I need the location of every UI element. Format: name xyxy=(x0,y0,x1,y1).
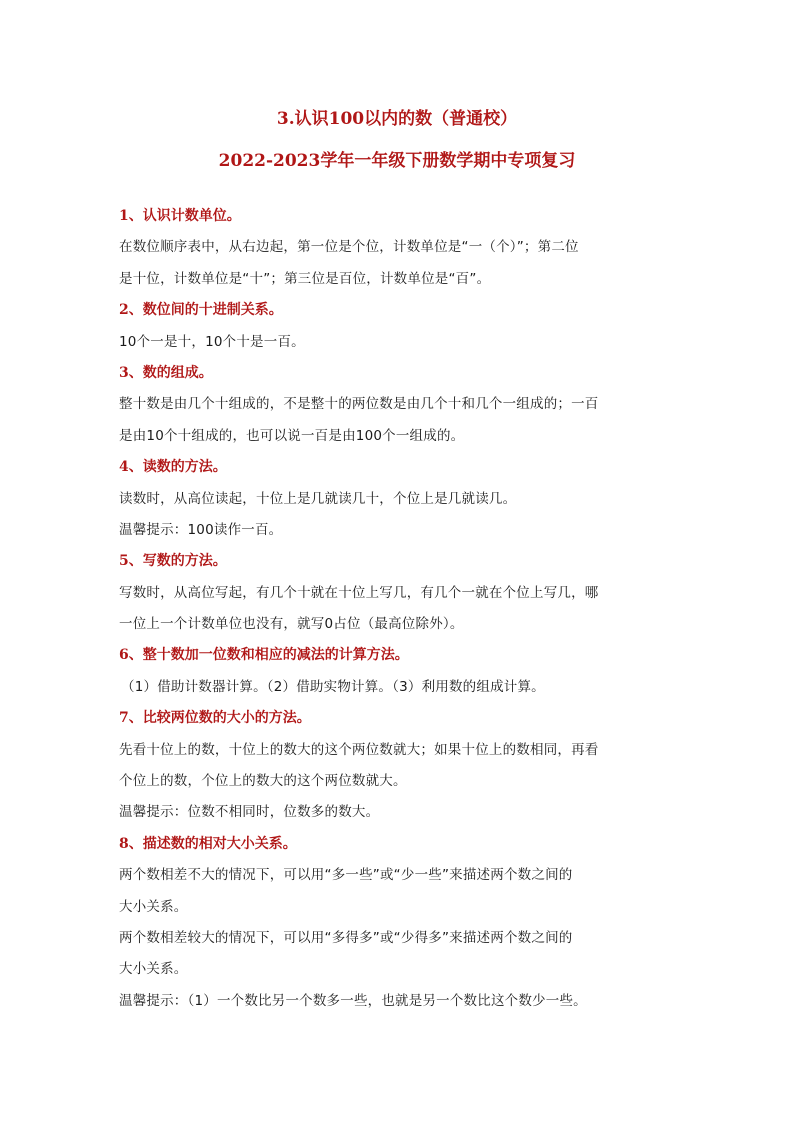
document-subtitle: 2022-2023学年一年级下册数学期中专项复习 xyxy=(218,151,576,171)
paragraph-line: 一位上一个计数单位也没有，就写0占位（最高位除外）。 xyxy=(119,616,464,633)
section-heading: 7、比较两位数的大小的方法。 xyxy=(119,710,311,727)
paragraph-line: 整十数是由几个十组成的，不是整十的两位数是由几个十和几个一组成的；一百 xyxy=(119,396,599,413)
paragraph-line: 写数时，从高位写起，有几个十就在十位上写几，有几个一就在个位上写几，哪 xyxy=(119,584,599,601)
document-title: 3.认识100以内的数（普通校） xyxy=(276,109,518,129)
section-heading: 1、认识计数单位。 xyxy=(119,208,241,224)
paragraph-line: （1）借助计数器计算。（2）借助实物计算。（3）利用数的组成计算。 xyxy=(121,678,545,695)
paragraph-line: 两个数相差较大的情况下，可以用“多得多”或“少得多”来描述两个数之间的 xyxy=(119,929,573,946)
section-6 xyxy=(119,640,679,703)
tip-line: 温馨提示：位数不相同时，位数多的数大。 xyxy=(119,804,380,821)
paragraph-line: 10个一是十，10个十是一百。 xyxy=(119,333,305,350)
section-1 xyxy=(119,201,679,295)
section-heading: 2、数位间的十进制关系。 xyxy=(119,302,283,319)
paragraph-line: 是十位，计数单位是“十”；第三位是百位，计数单位是“百”。 xyxy=(119,270,491,287)
paragraph-line: 读数时，从高位读起，十位上是几就读几十，个位上是几就读几。 xyxy=(119,490,517,507)
paragraph-line: 在数位顺序表中，从右边起，第一位是个位，计数单位是“一（个）”；第二位 xyxy=(119,239,579,256)
tip-line: 温馨提示：（1）一个数比另一个数多一些，也就是另一个数比这个数少一些。 xyxy=(119,992,587,1009)
section-7 xyxy=(119,703,679,829)
paragraph-line: 大小关系。 xyxy=(119,898,188,915)
paragraph-line: 大小关系。 xyxy=(119,961,188,978)
section-3 xyxy=(119,358,679,452)
section-5 xyxy=(119,546,679,640)
section-2 xyxy=(119,295,679,358)
paragraph-line: 个位上的数，个位上的数大的这个两位数就大。 xyxy=(119,773,407,790)
section-heading: 8、描述数的相对大小关系。 xyxy=(119,835,297,852)
section-heading: 5、写数的方法。 xyxy=(119,553,227,570)
section-heading: 6、整十数加一位数和相应的减法的计算方法。 xyxy=(119,647,409,664)
section-heading: 4、读数的方法。 xyxy=(119,459,227,476)
section-4 xyxy=(119,452,679,546)
section-8 xyxy=(119,829,679,1017)
tip-line: 温馨提示：100读作一百。 xyxy=(119,521,283,538)
section-heading: 3、数的组成。 xyxy=(119,364,213,381)
paragraph-line: 先看十位上的数，十位上的数大的这个两位数就大；如果十位上的数相同，再看 xyxy=(119,741,599,758)
paragraph-line: 两个数相差不大的情况下，可以用“多一些”或“少一些”来描述两个数之间的 xyxy=(119,867,573,884)
document-body xyxy=(119,201,679,1017)
paragraph-line: 是由10个十组成的，也可以说一百是由100个一组成的。 xyxy=(119,427,465,444)
